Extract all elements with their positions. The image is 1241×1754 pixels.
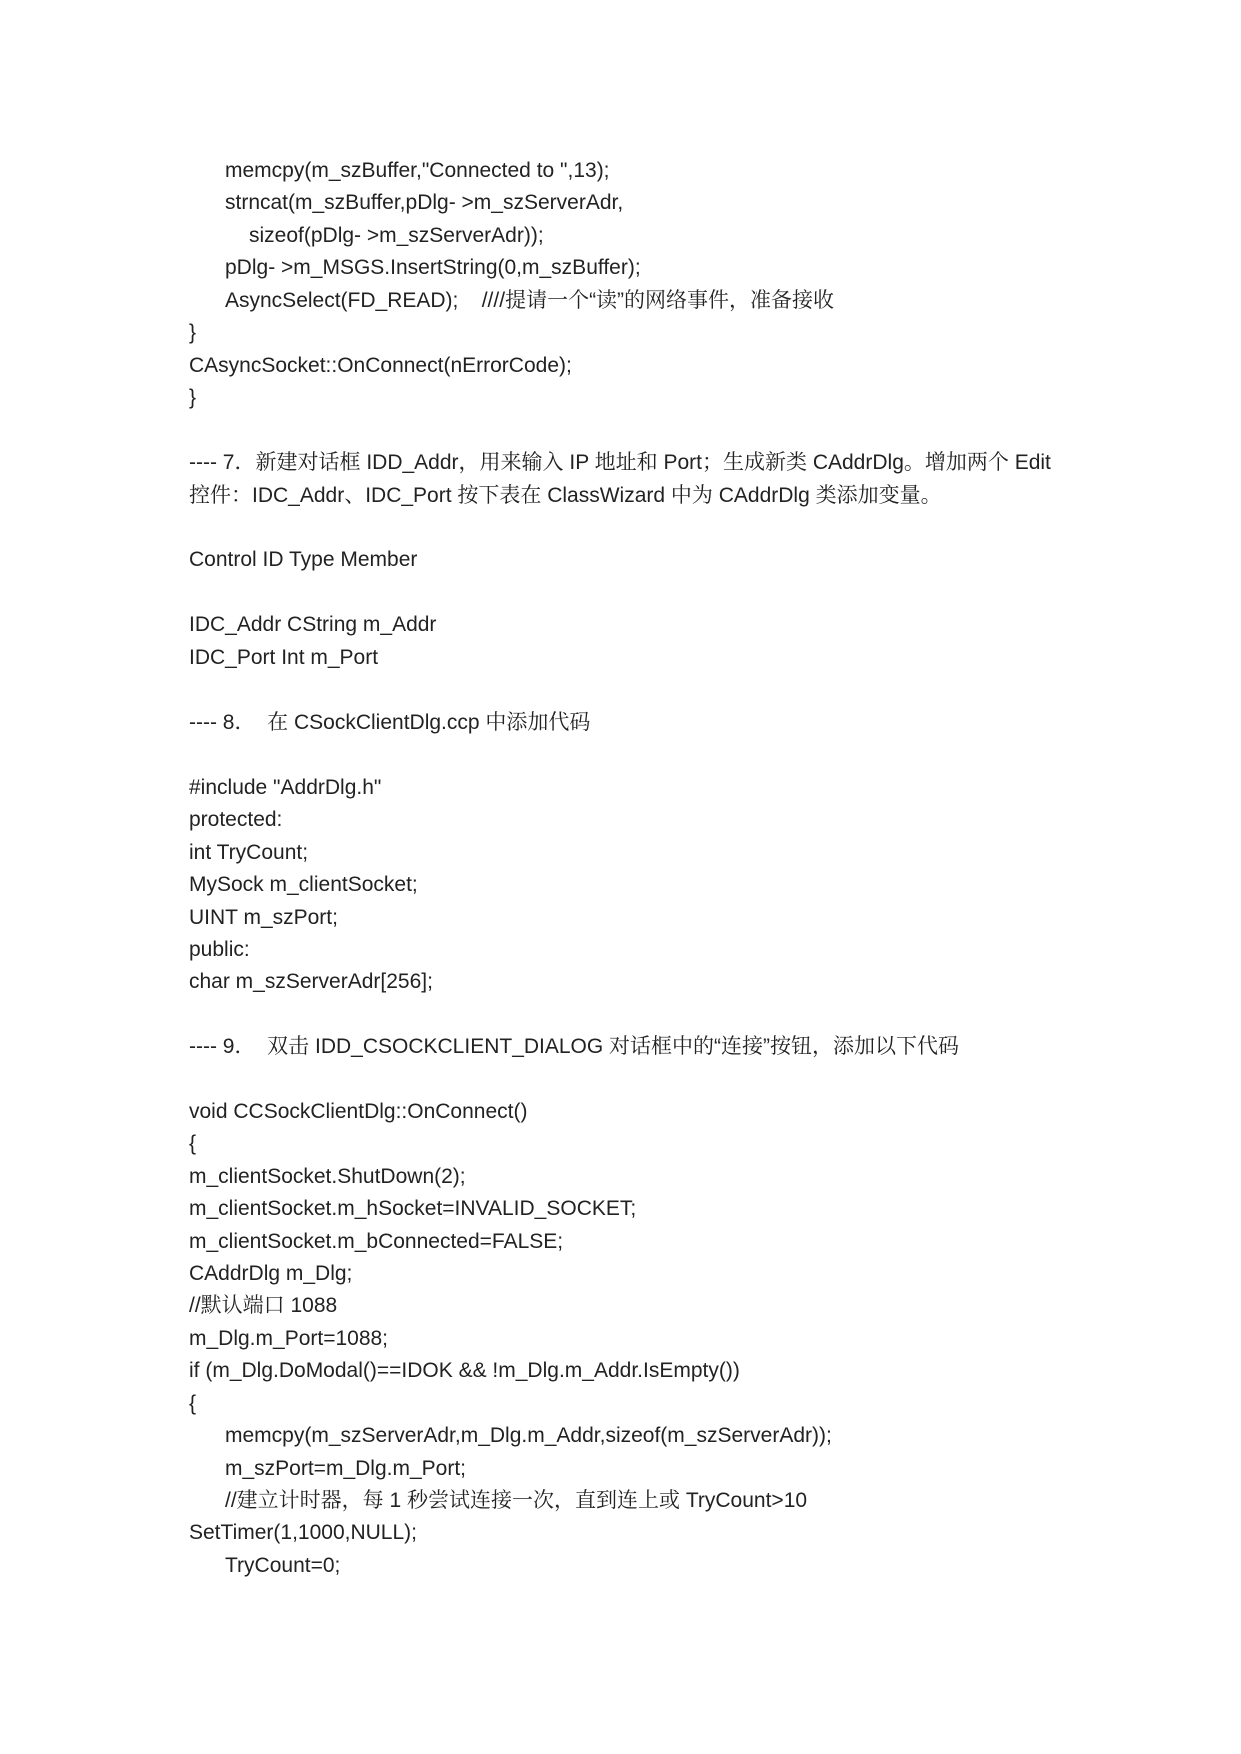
table-row: IDC_Addr CString m_Addr (189, 613, 437, 636)
code-line: UINT m_szPort; (189, 906, 338, 929)
code-line: m_Dlg.m_Port=1088; (189, 1327, 389, 1350)
code-comment: //默认端口 1088 (189, 1294, 338, 1317)
code-line: SetTimer(1,1000,NULL); (189, 1521, 417, 1544)
code-line: { (189, 1392, 197, 1415)
code-line: } (189, 321, 197, 344)
code-line: m_clientSocket.m_hSocket=INVALID_SOCKET; (189, 1197, 637, 1220)
code-line: MySock m_clientSocket; (189, 873, 418, 896)
code-line: if (m_Dlg.DoModal()==IDOK && !m_Dlg.m_Addr.IsEmpty()) (189, 1359, 740, 1382)
code-line: #include "AddrDlg.h" (189, 776, 382, 799)
code-line: strncat(m_szBuffer,pDlg- >m_szServerAdr, (225, 191, 624, 214)
code-line: memcpy(m_szServerAdr,m_Dlg.m_Addr,sizeof(m_szServerAdr)); (225, 1424, 832, 1447)
code-line: public: (189, 938, 250, 961)
code-line: pDlg- >m_MSGS.InsertString(0,m_szBuffer); (225, 256, 641, 279)
step-text: 控件：IDC_Addr、IDC_Port 按下表在 ClassWizard 中为 CAddrDlg 类添加变量。 (189, 484, 942, 507)
step-heading: ---- 7．新建对话框 IDD_Addr，用来输入 IP 地址和 Port；生成新类 CAddrDlg。增加两个 Edit (189, 451, 1051, 474)
code-line: void CCSockClientDlg::OnConnect() (189, 1100, 528, 1123)
step-heading: ---- 8． 在 CSockClientDlg.ccp 中添加代码 (189, 711, 591, 734)
code-line: CAsyncSocket::OnConnect(nErrorCode); (189, 354, 572, 377)
code-line: m_szPort=m_Dlg.m_Port; (225, 1457, 466, 1480)
code-line: { (189, 1132, 197, 1155)
code-line: int TryCount; (189, 841, 309, 864)
code-line: memcpy(m_szBuffer,"Connected to ",13); (225, 159, 610, 182)
code-line: protected: (189, 808, 283, 831)
code-line: } (189, 386, 197, 409)
code-line: TryCount=0; (225, 1554, 341, 1577)
code-line: char m_szServerAdr[256]; (189, 970, 433, 993)
code-line: AsyncSelect(FD_READ); ////提请一个“读”的网络事件，准备接收 (225, 289, 835, 312)
table-row: IDC_Port Int m_Port (189, 646, 379, 669)
step-heading: ---- 9． 双击 IDD_CSOCKCLIENT_DIALOG 对话框中的“连接”按钮，添加以下代码 (189, 1035, 960, 1058)
code-line: sizeof(pDlg- >m_szServerAdr)); (249, 224, 544, 247)
code-line: m_clientSocket.ShutDown(2); (189, 1165, 466, 1188)
code-line: CAddrDlg m_Dlg; (189, 1262, 353, 1285)
code-comment: //建立计时器，每 1 秒尝试连接一次，直到连上或 TryCount>10 (225, 1489, 808, 1512)
code-line: m_clientSocket.m_bConnected=FALSE; (189, 1230, 564, 1253)
table-header: Control ID Type Member (189, 548, 418, 571)
